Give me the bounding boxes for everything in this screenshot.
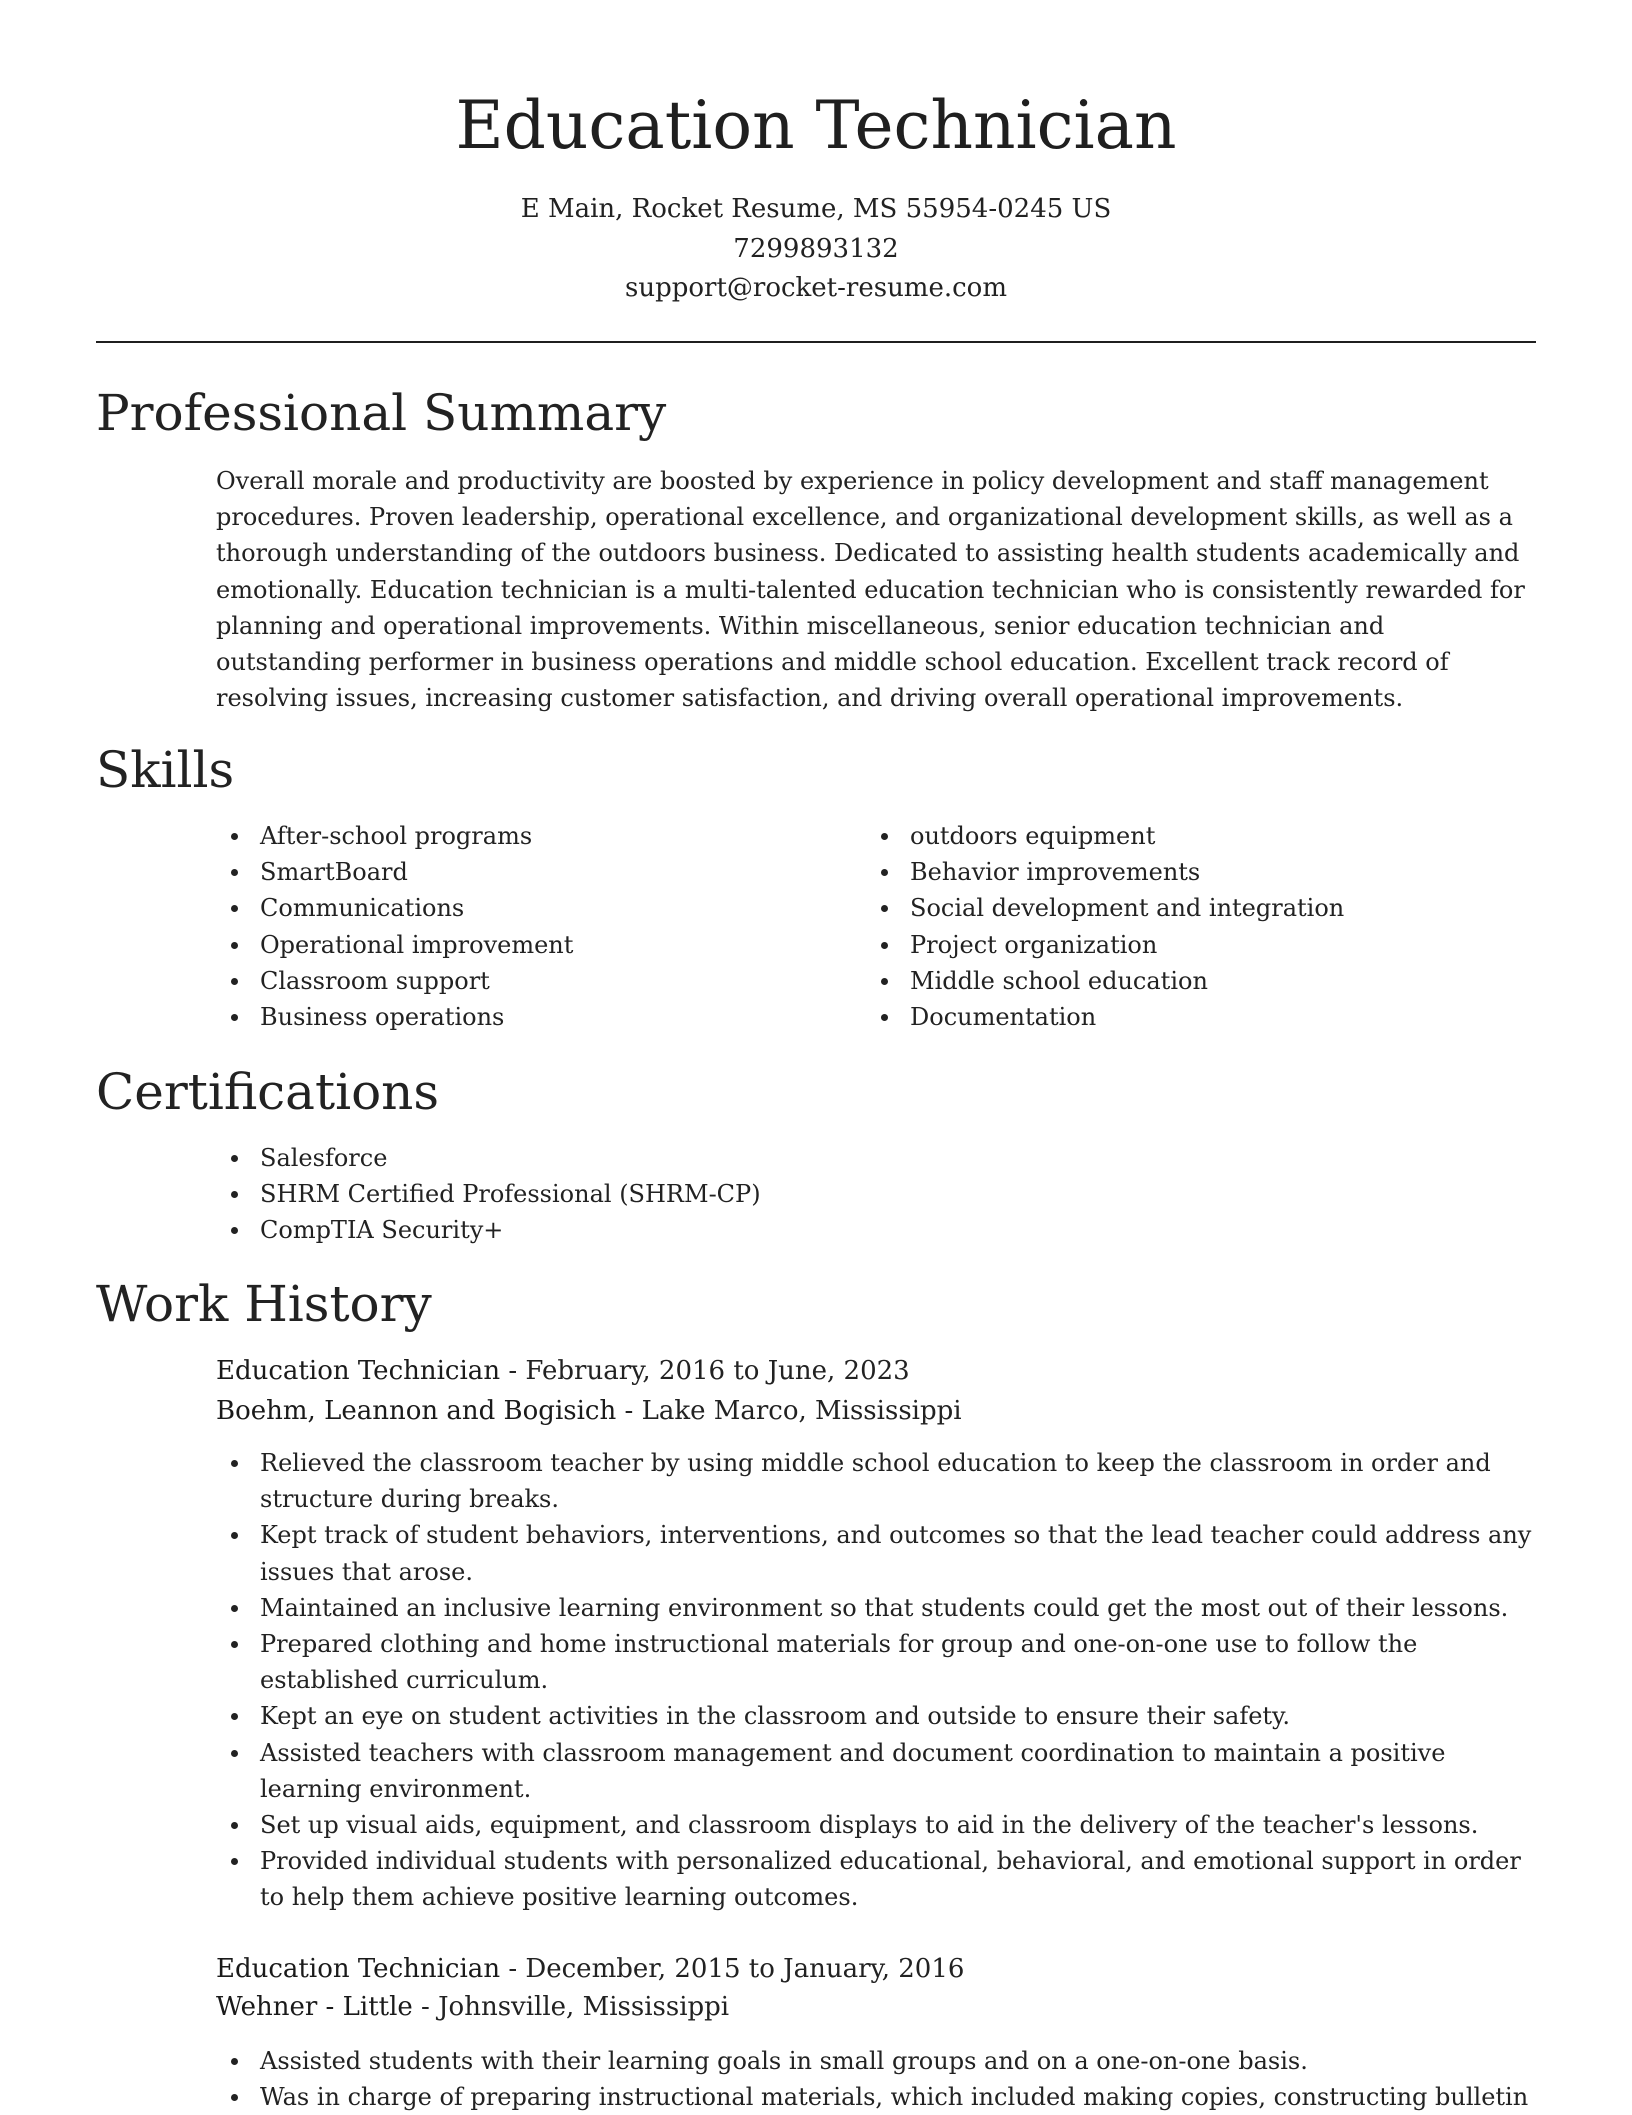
job-company: Wehner - Little [216,1992,413,2022]
job-company-line [216,1988,729,2026]
summary-heading: Professional Summary [96,384,667,442]
skill-item: outdoors equipment [866,818,1526,854]
separator: - [500,1954,526,1984]
skill-item: Business operations [216,999,816,1035]
job-duty-item: Was in charge of preparing instructional materials, which included making copies, constructing bulletin [216,2079,1534,2115]
certification-item: CompTIA Security+ [216,1212,1116,1248]
skill-item: Behavior improvements [866,854,1526,890]
job-location: Johnsville, Mississippi [438,1992,730,2022]
certification-item: SHRM Certified Professional (SHRM-CP) [216,1176,1116,1212]
certifications-heading: Certifications [96,1063,440,1121]
job-duty-item: Assisted students with their learning goals in small groups and on a one-on-one basis. [216,2043,1534,2079]
resume-name: Education Technician [455,87,1177,164]
skills-list-right [866,818,1526,1035]
work-history-heading: Work History [96,1275,432,1333]
certifications-list [216,1140,1116,1249]
skill-item: Communications [216,890,816,926]
skill-item: Social development and integration [866,890,1526,926]
skill-item: Documentation [866,999,1526,1035]
job-duty-item: Set up visual aids, equipment, and classroom displays to aid in the delivery of the teacher's lessons. [216,1807,1534,1843]
certification-item: Salesforce [216,1140,1116,1176]
header-divider [96,341,1536,343]
separator: - [412,1992,439,2022]
skills-heading: Skills [96,741,235,799]
skill-item: After-school programs [216,818,816,854]
job-duty-item: Maintained an inclusive learning environment so that students could get the most out of their lessons. [216,1590,1534,1626]
skills-list-left [216,818,816,1035]
separator: - [616,1396,642,1426]
job-title-line [216,1352,910,1390]
job-duty-item: Prepared clothing and home instructional materials for group and one-on-one use to follow the established curriculum. [216,1626,1534,1698]
job-duty-item: Assisted teachers with classroom management and document coordination to maintain a positive learning environment. [216,1735,1534,1807]
skill-item: SmartBoard [216,854,816,890]
job-title-line [216,1950,964,1988]
separator: - [500,1356,526,1386]
job-dates: December, 2015 to January, 2016 [525,1954,965,1984]
job-duties-list [216,2043,1534,2115]
job-company: Boehm, Leannon and Bogisich [216,1396,617,1426]
job-dates: February, 2016 to June, 2023 [525,1356,910,1386]
summary-text: Overall morale and productivity are boosted by experience in policy development and staff management procedures. Proven leadership, operational excellence, and organizational development skills, as well as a thorough understanding of the outdoors business. Dedicated to assisting health students academically and emotionally. Education technician is a multi-talented education technician who is consistently rewarded for planning and operational improvements. Within miscellaneous, senior education technician and outstanding performer in business operations and middle school education. Excellent track record of resolving issues, increasing customer satisfaction, and driving overall operational improvements. [216,467,1525,713]
skill-item: Classroom support [216,963,816,999]
job-location: Lake Marco, Mississippi [641,1396,962,1426]
job-duty-item: Relieved the classroom teacher by using middle school education to keep the classroom in order and structure during breaks. [216,1445,1534,1517]
skill-item: Operational improvement [216,927,816,963]
contact-email: support@rocket-resume.com [624,273,1007,303]
job-duty-item: Kept an eye on student activities in the classroom and outside to ensure their safety. [216,1698,1534,1734]
contact-phone: 7299893132 [733,234,899,264]
job-duties-list [216,1445,1534,1916]
contact-address: E Main, Rocket Resume, MS 55954-0245 US [520,194,1112,224]
job-company-line [216,1392,962,1430]
job-duty-item: Provided individual students with personalized educational, behavioral, and emotional support in order to help them achieve positive learning outcomes. [216,1843,1534,1915]
job-role: Education Technician [216,1356,501,1386]
job-duty-item: Kept track of student behaviors, interventions, and outcomes so that the lead teacher could address any issues that arose. [216,1517,1534,1589]
skill-item: Project organization [866,927,1526,963]
job-role: Education Technician [216,1954,501,1984]
skill-item: Middle school education [866,963,1526,999]
